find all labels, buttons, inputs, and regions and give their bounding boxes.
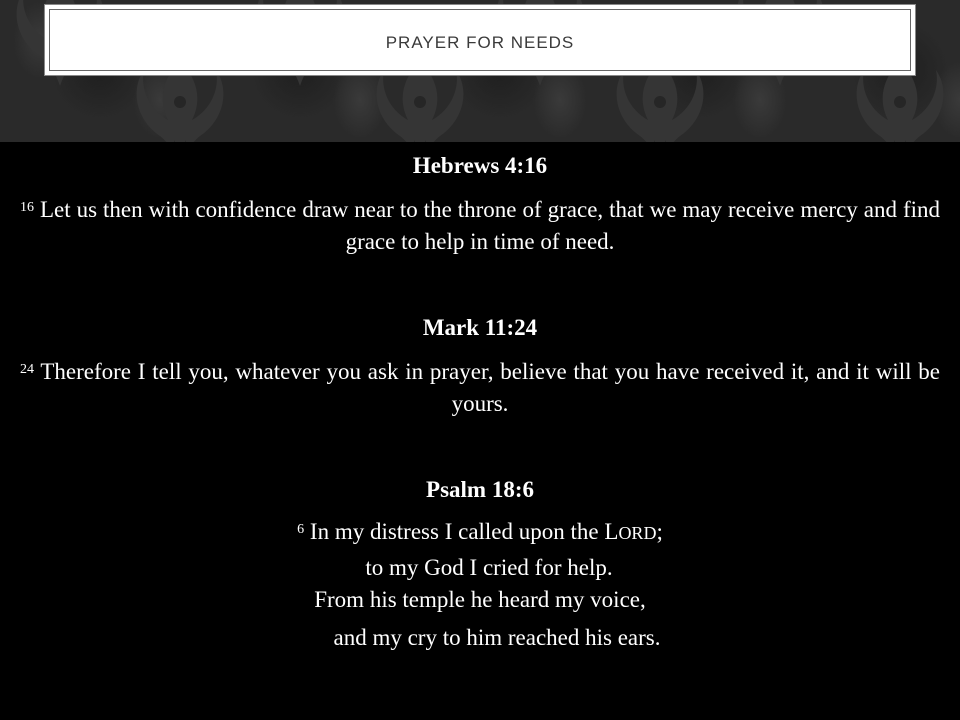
lord-first-letter: L xyxy=(604,519,619,544)
psalm-line-4: and my cry to him reached his ears. xyxy=(333,625,661,650)
passage-reference-psalm: Psalm 18:6 xyxy=(426,477,534,502)
psalm-line-3: From his temple he heard my voice, xyxy=(314,587,646,612)
verse-number: 16 xyxy=(20,200,34,215)
verse-number: 24 xyxy=(20,362,34,377)
title-frame xyxy=(49,9,911,71)
verse-text: Let us then with confidence draw near to the throne of grace, that we may receive mercy and find grace to help in time of need. xyxy=(34,197,940,254)
slide-content xyxy=(0,142,960,720)
passage-reference-mark: Mark 11:24 xyxy=(422,315,538,340)
psalm-line-2: to my God I cried for help. xyxy=(365,555,613,580)
psalm-line-1 xyxy=(0,518,960,547)
psalm-line-1-end: ; xyxy=(656,519,663,544)
passage-text-hebrews xyxy=(20,194,940,258)
passage-text-mark xyxy=(20,356,940,420)
title-box xyxy=(44,4,916,76)
header-damask-pattern xyxy=(0,0,960,142)
psalm-line-1-text: In my distress I called upon the xyxy=(304,519,605,544)
lord-small-caps: ORD xyxy=(618,523,657,543)
verse-number: 6 xyxy=(297,522,305,537)
verse-text: Therefore I tell you, whatever you ask in prayer, believe that you have received it, and it will be yours. xyxy=(34,359,940,416)
passage-reference-hebrews: Hebrews 4:16 xyxy=(412,153,548,178)
slide-title: PRAYER FOR NEEDS xyxy=(385,33,575,52)
